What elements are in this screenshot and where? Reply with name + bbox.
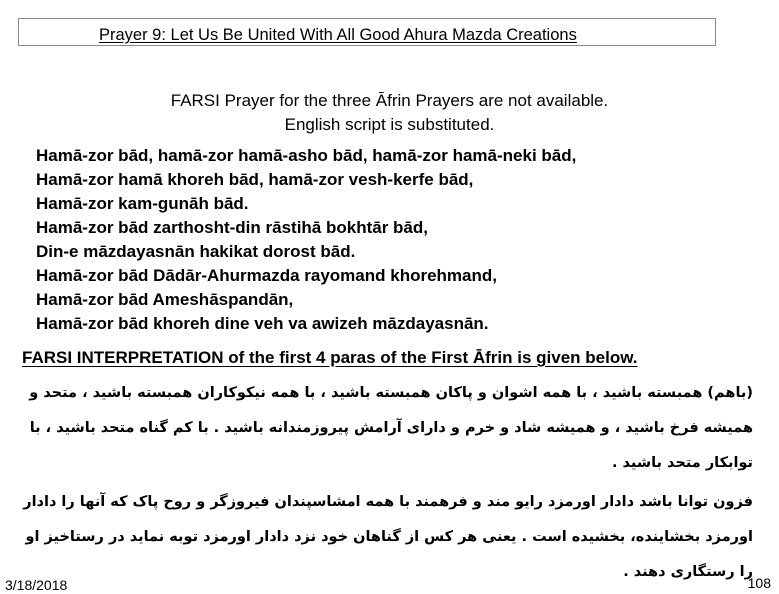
english-line: Hamā-zor bād Ameshāspandān, — [36, 290, 294, 309]
notice-line-1: FARSI Prayer for the three Āfrin Prayers are not available. — [170, 91, 609, 110]
english-line: Hamā-zor kam-gunāh bād. — [36, 194, 249, 213]
farsi-paragraph-2 — [13, 485, 753, 590]
farsi-line: را رستگاری دهند . — [623, 564, 753, 580]
page-number: 108 — [747, 575, 771, 591]
english-transliteration — [36, 144, 576, 336]
farsi-interpretation — [13, 376, 753, 590]
english-line: Din-e māzdayasnān hakikat dorost bād. — [36, 242, 356, 261]
interpretation-heading: FARSI INTERPRETATION of the first 4 paras of the First Āfrin is given below. — [22, 348, 638, 367]
english-line: Hamā-zor bād Dādār-Ahurmazda rayomand khorehmand, — [36, 266, 497, 285]
farsi-line: اورمزد بخشاینده، بخشیده است . یعنی هر کس از گناهان خود نزد دادار اورمزد توبه نماید در رستاخیز او — [25, 529, 753, 545]
farsi-line: فزون توانا باشد دادار اورمزد رایو مند و فرهمند با همه امشاسپندان فیروزگر و روح پاک که آنها را دادار — [23, 494, 753, 510]
title-box — [18, 18, 716, 46]
farsi-line: توابکار متحد باشید . — [612, 455, 753, 471]
notice-line-2: English script is substituted. — [284, 115, 495, 134]
english-line: Hamā-zor bād khoreh dine veh va awizeh māzdayasnān. — [36, 314, 489, 333]
footer-date: 3/18/2018 — [5, 577, 68, 593]
farsi-line: (باهم) همبسته باشید ، با همه اشوان و پاکان همبسته باشید ، با همه نیکوکاران همبسته باشید ، متحد و — [29, 385, 753, 401]
farsi-line: همیشه فرخ باشید ، و همیشه شاد و خرم و دارای آرامش پیروزمندانه باشید . با کم گناه متحد باشید ، با — [29, 420, 753, 436]
english-line: Hamā-zor bād zarthosht-din rāstihā bokhtār bād, — [36, 218, 428, 237]
farsi-paragraph-1 — [13, 376, 753, 481]
english-line: Hamā-zor hamā khoreh bād, hamā-zor vesh-kerfe bād, — [36, 170, 474, 189]
slide-title: Prayer 9: Let Us Be United With All Good Ahura Mazda Creations — [99, 26, 577, 44]
english-line: Hamā-zor bād, hamā-zor hamā-asho bād, hamā-zor hamā-neki bād, — [36, 146, 577, 165]
